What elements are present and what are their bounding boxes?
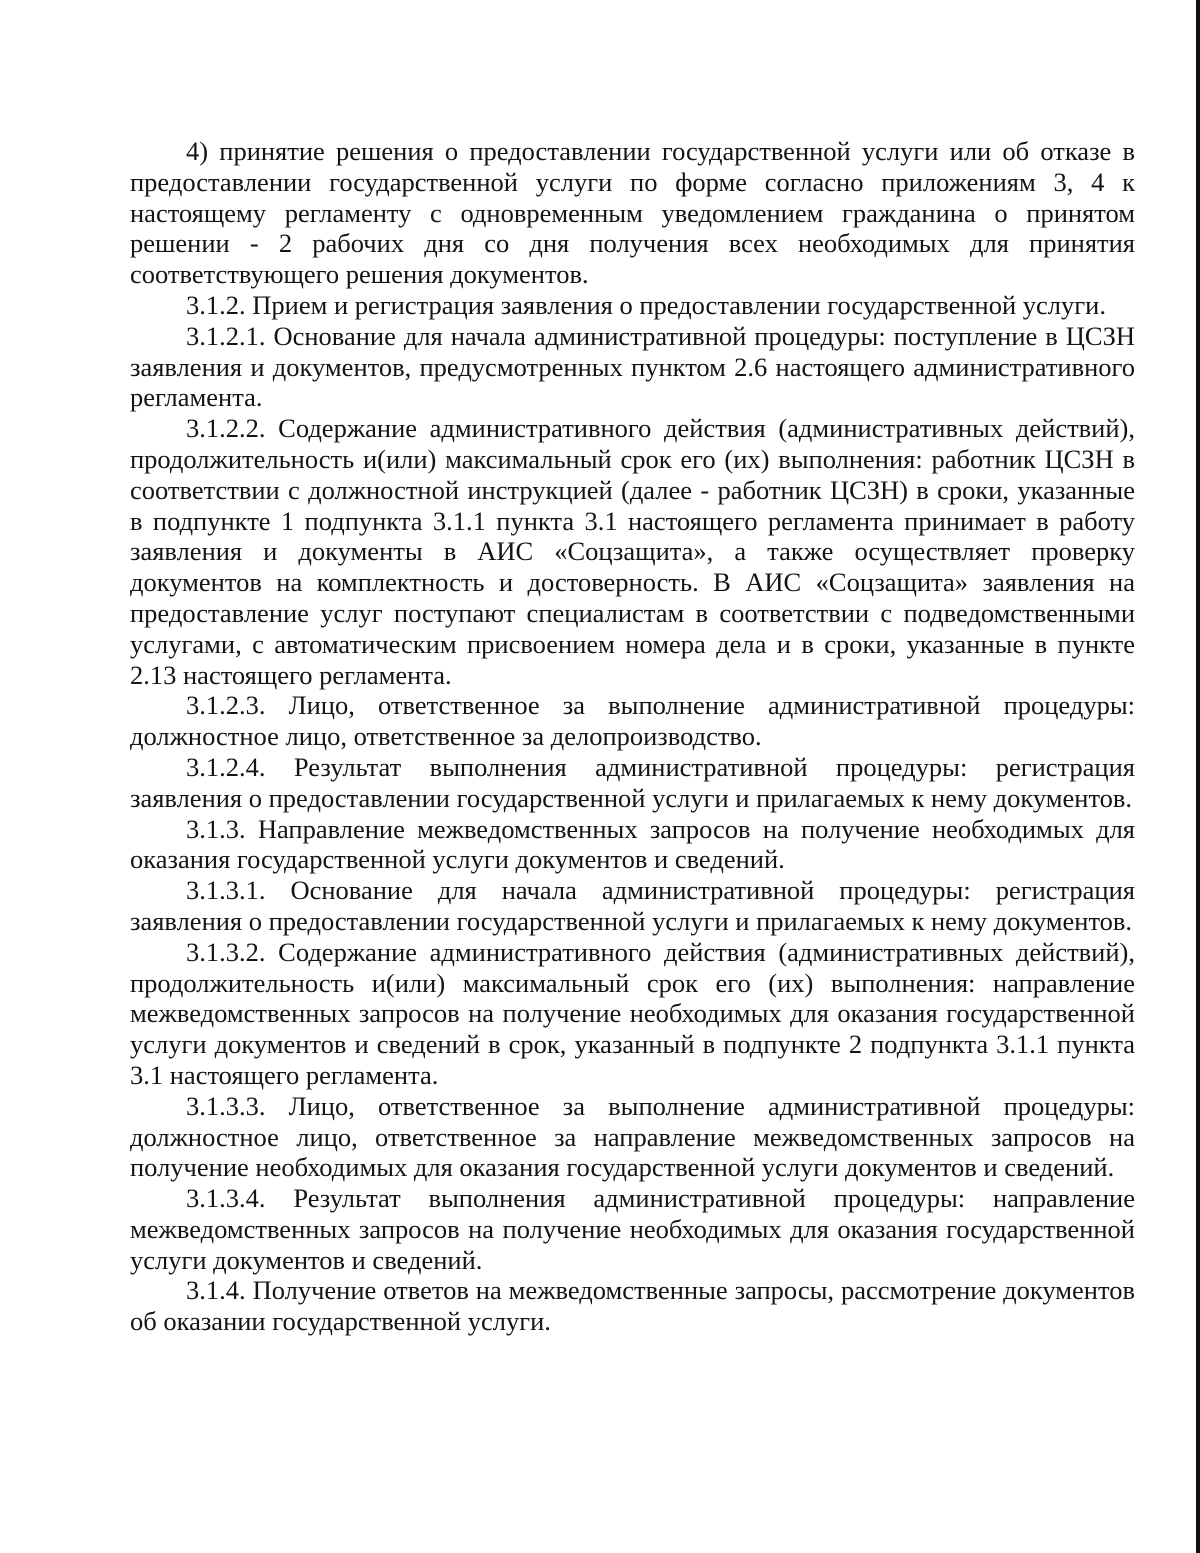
paragraph-3-1-3-4: 3.1.3.4. Результат выполнения административной процедуры: направление межведомственных запросов на получение необходимых для оказания государственной услуги документов и сведений.	[130, 1183, 1135, 1275]
paragraph-3-1-2-1: 3.1.2.1. Основание для начала административной процедуры: поступление в ЦСЗН заявления и документов, предусмотренных пунктом 2.6 настоящего административного регламента.	[130, 320, 1135, 413]
paragraph-3-1-3-2: 3.1.3.2. Содержание административного действия (административных действий), продолжительность и(или) максимальный срок его (их) выполнения: направление межведомственных запросов на получение необходимых для оказания государственной услуги документов и сведений в срок, указанный в подпункте 2 подпункта 3.1.1 пункта 3.1 настоящего регламента.	[130, 936, 1135, 1090]
paragraph-3-1-3: 3.1.3. Направление межведомственных запросов на получение необходимых для оказания государственной услуги документов и сведений.	[130, 813, 1135, 875]
paragraph-3-1-4: 3.1.4. Получение ответов на межведомственные запросы, рассмотрение документов об оказании государственной услуги.	[130, 1275, 1135, 1337]
paragraph-3-1-3-3: 3.1.3.3. Лицо, ответственное за выполнение административной процедуры: должностное лицо, ответственное за направление межведомственных запросов на получение необходимых для оказания государственной услуги документов и сведений.	[130, 1090, 1135, 1183]
paragraph-item-4: 4) принятие решения о предоставлении государственной услуги или об отказе в предоставлении государственной услуги по форме согласно приложениям 3, 4 к настоящему регламенту с одновременным уведомлением гражданина о принятом решении - 2 рабочих дня со дня получения всех необходимых для принятия соответствующего решения документов.	[130, 136, 1135, 290]
paragraph-3-1-2-4: 3.1.2.4. Результат выполнения административной процедуры: регистрация заявления о предоставлении государственной услуги и прилагаемых к нему документов.	[130, 751, 1135, 813]
paragraph-3-1-2-2: 3.1.2.2. Содержание административного действия (административных действий), продолжительность и(или) максимальный срок его (их) выполнения: работник ЦСЗН в соответствии с должностной инструкцией (далее - работник ЦСЗН) в сроки, указанные в подпункте 1 подпункта 3.1.1 пункта 3.1 настоящего регламента принимает в работу заявления и документы в АИС «Соцзащита», а также осуществляет проверку документов на комплектность и достоверность. В АИС «Соцзащита» заявления на предоставление услуг поступают специалистам в соответствии с подведомственными услугами, с автоматическим присвоением номера дела и в сроки, указанные в пункте 2.13 настоящего регламента.	[130, 413, 1135, 690]
paragraph-3-1-2: 3.1.2. Прием и регистрация заявления о предоставлении государственной услуги.	[186, 289, 1106, 320]
document-body	[130, 136, 1135, 1337]
paragraph-3-1-3-1: 3.1.3.1. Основание для начала административной процедуры: регистрация заявления о предоставлении государственной услуги и прилагаемых к нему документов.	[130, 875, 1135, 936]
scan-edge	[1196, 0, 1200, 1553]
paragraph-3-1-2-3: 3.1.2.3. Лицо, ответственное за выполнение административной процедуры: должностное лицо, ответственное за делопроизводство.	[130, 690, 1135, 752]
